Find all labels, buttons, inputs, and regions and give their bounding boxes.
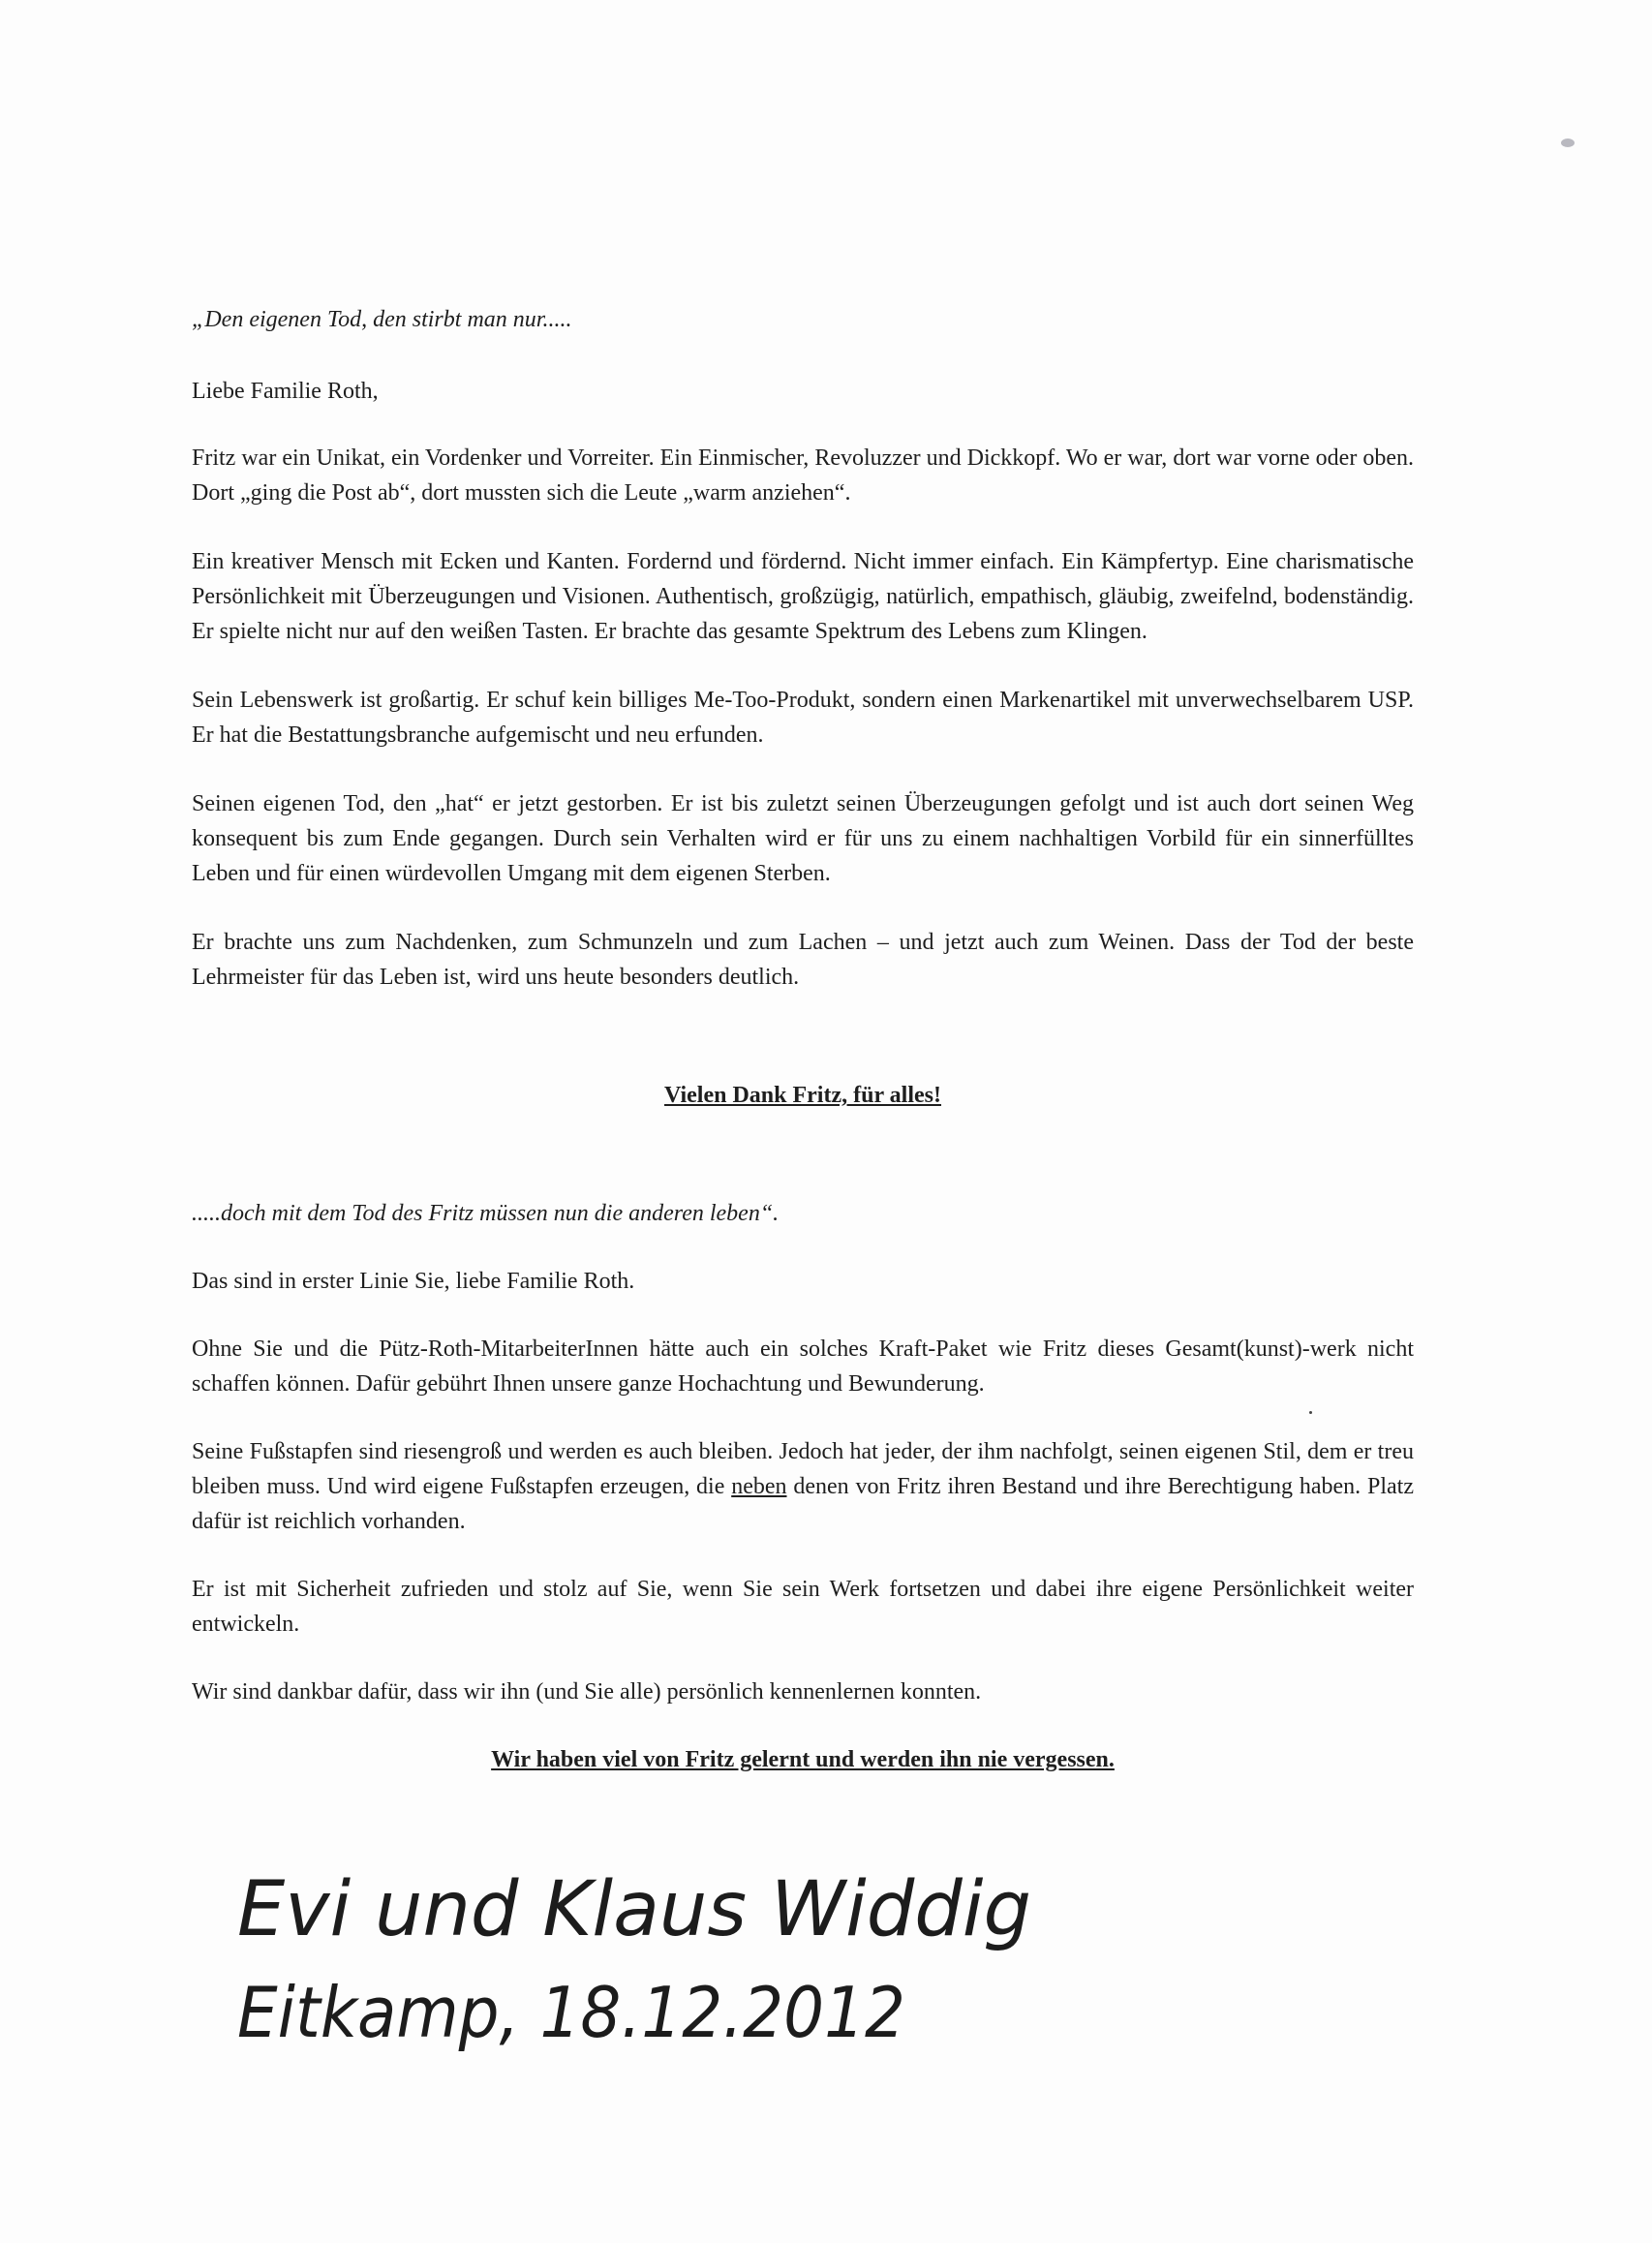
thanks-heading: Vielen Dank Fritz, für alles! [664,1083,941,1108]
paragraph-9: Er ist mit Sicherheit zufrieden und stolz auf Sie, wenn Sie sein Werk fortsetzen und dabei ihre eigene Persönlichkeit weiter entwickeln. [192,1577,1414,1637]
paragraph-8-end: denen von Fritz ihren Bestand und ihre Berechtigung haben. Platz dafür ist reichlich vorhanden. [192,1474,1414,1534]
paragraph-8-start: Seine Fußstapfen sind riesengroß und werden es auch bleiben. Jedoch hat jeder, der ihm nachfolgt, seinen eigenen Stil, dem er treu bleiben muss. Und wird eigene Fußstapfen erzeugen, die [192,1439,1414,1499]
salutation: Liebe Familie Roth, [192,379,379,404]
closing-heading: Wir haben viel von Fritz gelernt und werden ihn nie vergessen. [491,1747,1115,1772]
handwritten-signature [228,1838,1060,2080]
paragraph-7: Ohne Sie und die Pütz-Roth-MitarbeiterInnen hätte auch ein solches Kraft-Paket wie Fritz dieses Gesamt(kunst)-werk nicht schaffen können. Dafür gebührt Ihnen unsere ganze Hochachtung und Bewunderung. [192,1337,1414,1397]
paragraph-6: Das sind in erster Linie Sie, liebe Familie Roth. [192,1269,635,1294]
paragraph-4: Seinen eigenen Tod, den „hat“ er jetzt gestorben. Er ist bis zuletzt seinen Überzeugungen gefolgt und ist auch dort seinen Weg konsequent bis zum Ende gegangen. Durch sein Verhalten wird er für uns zu einem nachhaltigen Vorbild für ein sinnerfülltes Leben und für einen würdevollen Umgang mit dem eigenen Sterben. [192,791,1414,886]
signature-line-1: Evi und Klaus Widdig [237,1866,1031,1953]
signature-line-2: Eitkamp, 18.12.2012 [237,1972,905,2053]
paragraph-10: Wir sind dankbar dafür, dass wir ihn (und Sie alle) persönlich kennenlernen konnten. [192,1679,982,1705]
paragraph-2: Ein kreativer Mensch mit Ecken und Kanten. Fordernd und fördernd. Nicht immer einfach. Ein Kämpfertyp. Eine charismatische Persönlichkeit mit Überzeugungen und Visionen. Authentisch, großzügig, natürlich, empathisch, gläubig, zweifelnd, bodenständig. Er spielte nicht nur auf den weißen Tasten. Er brachte das gesamte Spektrum des Lebens zum Klingen. [192,549,1414,644]
paragraph-3: Sein Lebenswerk ist großartig. Er schuf kein billiges Me-Too-Produkt, sondern einen Markenartikel mit unverwechselbarem USP. Er hat die Bestattungsbranche aufgemischt und neu erfunden. [192,688,1414,748]
closing-quote: .....doch mit dem Tod des Fritz müssen nun die anderen leben“. [192,1201,780,1226]
scan-speck [1561,138,1575,147]
paragraph-8 [192,1434,1414,1539]
paragraph-1: Fritz war ein Unikat, ein Vordenker und Vorreiter. Ein Einmischer, Revoluzzer und Dickkopf. Wo er war, dort war vorne oder oben. Dort „ging die Post ab“, dort mussten sich die Leute „warm anziehen“. [192,446,1414,506]
underlined-word: neben [731,1474,787,1499]
opening-quote: „Den eigenen Tod, den stirbt man nur..... [192,307,572,332]
paragraph-5: Er brachte uns zum Nachdenken, zum Schmunzeln und zum Lachen – und jetzt auch zum Weinen. Dass der Tod der beste Lehrmeister für das Leben ist, wird uns heute besonders deutlich. [192,930,1414,990]
letter-body [192,302,1414,1777]
